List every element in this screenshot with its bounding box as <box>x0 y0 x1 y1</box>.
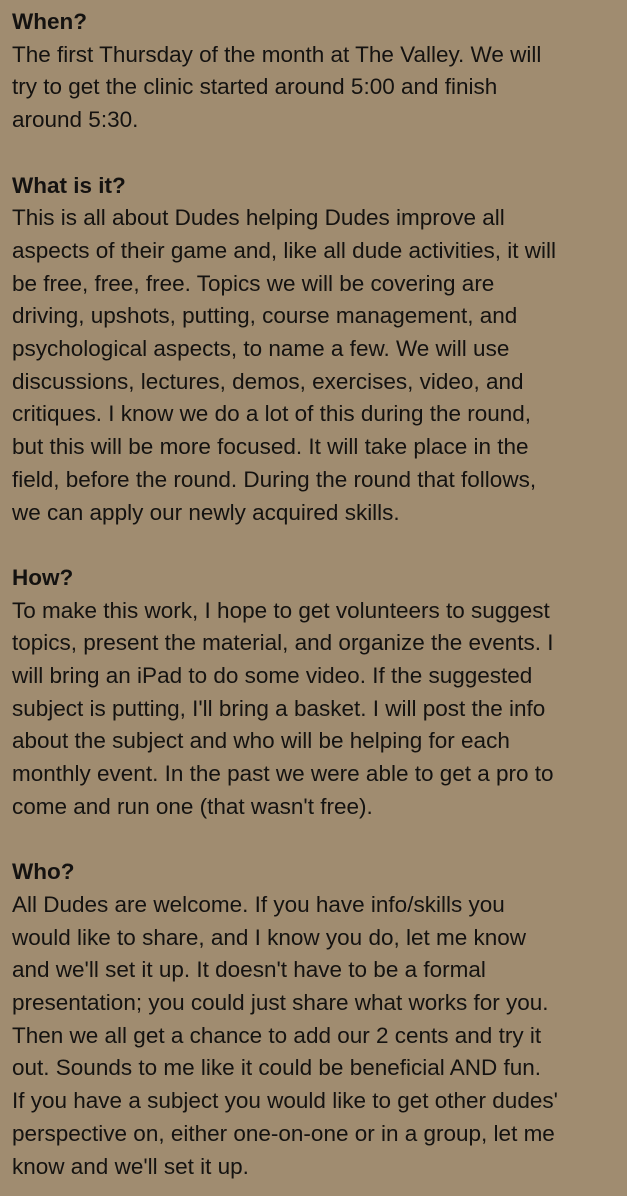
text-line: try to get the clinic started around 5:00 and finish <box>12 74 498 100</box>
text-line: out. Sounds to me like it could be beneficial AND fun. <box>12 1055 542 1081</box>
section-body <box>12 39 615 137</box>
section-when <box>12 6 615 137</box>
text-line: field, before the round. During the round that follows, <box>12 466 537 492</box>
section-heading: How? <box>12 564 74 590</box>
text-line: will bring an iPad to do some video. If the suggested <box>12 663 533 689</box>
text-line: monthly event. In the past we were able to get a pro to <box>12 761 554 787</box>
text-line: would like to share, and I know you do, let me know <box>12 924 527 950</box>
section-how <box>12 562 615 824</box>
section-heading: Who? <box>12 859 75 885</box>
section-body <box>12 889 615 1183</box>
text-line: aspects of their game and, like all dude activities, it will <box>12 237 557 263</box>
text-line: but this will be more focused. It will take place in the <box>12 434 529 460</box>
text-line: presentation; you could just share what works for you. <box>12 990 549 1016</box>
text-line: be free, free, free. Topics we will be covering are <box>12 270 495 296</box>
text-line: come and run one (that wasn't free). <box>12 793 373 819</box>
text-line: know and we'll set it up. <box>12 1153 249 1179</box>
text-line: about the subject and who will be helping for each <box>12 728 510 754</box>
text-line: subject is putting, I'll bring a basket. I will post the info <box>12 695 546 721</box>
text-line: All Dudes are welcome. If you have info/skills you <box>12 891 505 917</box>
text-line: critiques. I know we do a lot of this during the round, <box>12 401 532 427</box>
text-line: and we'll set it up. It doesn't have to be a formal <box>12 957 486 983</box>
text-line: psychological aspects, to name a few. We will use <box>12 336 510 362</box>
section-body <box>12 202 615 529</box>
section-body <box>12 595 615 824</box>
text-line: around 5:30. <box>12 107 139 133</box>
text-line: Then we all get a chance to add our 2 cents and try it <box>12 1022 542 1048</box>
text-line: To make this work, I hope to get volunteers to suggest <box>12 597 550 623</box>
section-who <box>12 856 615 1183</box>
text-line: discussions, lectures, demos, exercises, video, and <box>12 368 524 394</box>
text-line: The first Thursday of the month at The Valley. We will <box>12 41 542 67</box>
section-heading: When? <box>12 9 87 34</box>
text-line: driving, upshots, putting, course management, and <box>12 303 518 329</box>
section-what-is-it <box>12 170 615 530</box>
text-line: topics, present the material, and organize the events. I <box>12 630 554 656</box>
text-line: If you have a subject you would like to get other dudes' <box>12 1088 558 1114</box>
text-line: perspective on, either one-on-one or in a group, let me <box>12 1120 555 1146</box>
text-line: This is all about Dudes helping Dudes improve all <box>12 205 505 231</box>
text-line: we can apply our newly acquired skills. <box>12 499 400 525</box>
section-heading: What is it? <box>12 172 126 198</box>
